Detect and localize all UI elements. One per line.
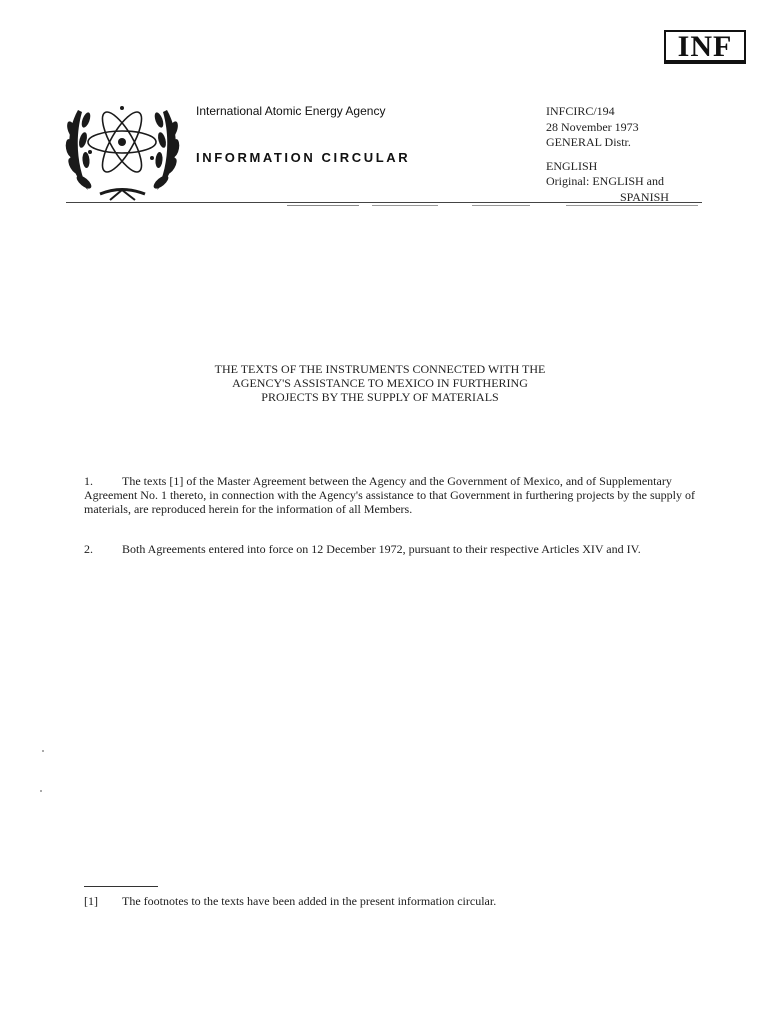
footnote-rule <box>84 886 158 887</box>
paragraph-text: The texts [1] of the Master Agreement between the Agency and the Government of Mexico, and of Supplementary Agreement No. 1 thereto, in connection with the Agency's assistance to that Government in furthering projects by the supply of materials, are reproduced herein for the information of all Members. <box>84 474 696 516</box>
paragraph-number: 1. <box>84 474 93 488</box>
original-languages: Original: ENGLISH and <box>546 174 664 188</box>
scan-speck <box>42 750 44 752</box>
document-date: 28 November 1973 <box>546 119 639 134</box>
iaea-emblem-icon <box>60 90 185 208</box>
title-line: AGENCY'S ASSISTANCE TO MEXICO IN FURTHERING <box>232 376 528 390</box>
document-title <box>120 362 640 404</box>
document-language: ENGLISH <box>546 158 598 173</box>
reference-number: INFCIRC/194 <box>546 104 615 118</box>
paragraph-2 <box>84 542 704 556</box>
scan-speck <box>40 790 42 792</box>
footnote-text: The footnotes to the texts have been added in the present information circular. <box>122 894 497 908</box>
paragraph-number: 2. <box>84 542 93 556</box>
header-rule-segment <box>566 205 698 206</box>
paragraph-text: Both Agreements entered into force on 12 December 1972, pursuant to their respective Articles XIV and IV. <box>122 542 641 556</box>
title-line: PROJECTS BY THE SUPPLY OF MATERIALS <box>261 390 499 404</box>
header-rule-segment <box>372 205 438 206</box>
agency-name: International Atomic Energy Agency <box>196 104 386 118</box>
document-meta <box>546 104 669 205</box>
footnote <box>84 894 496 908</box>
header-rule <box>66 202 702 203</box>
footnote-mark: [1] <box>84 894 98 908</box>
series-mark: INF <box>664 30 746 64</box>
paragraph-1 <box>84 474 704 516</box>
header-rule-segment <box>472 205 530 206</box>
original-languages-cont: SPANISH <box>620 189 669 204</box>
title-line: THE TEXTS OF THE INSTRUMENTS CONNECTED WITH THE <box>214 362 546 376</box>
circular-title: INFORMATION CIRCULAR <box>196 150 411 165</box>
header-rule-segment <box>287 205 359 206</box>
distribution: GENERAL Distr. <box>546 135 631 149</box>
